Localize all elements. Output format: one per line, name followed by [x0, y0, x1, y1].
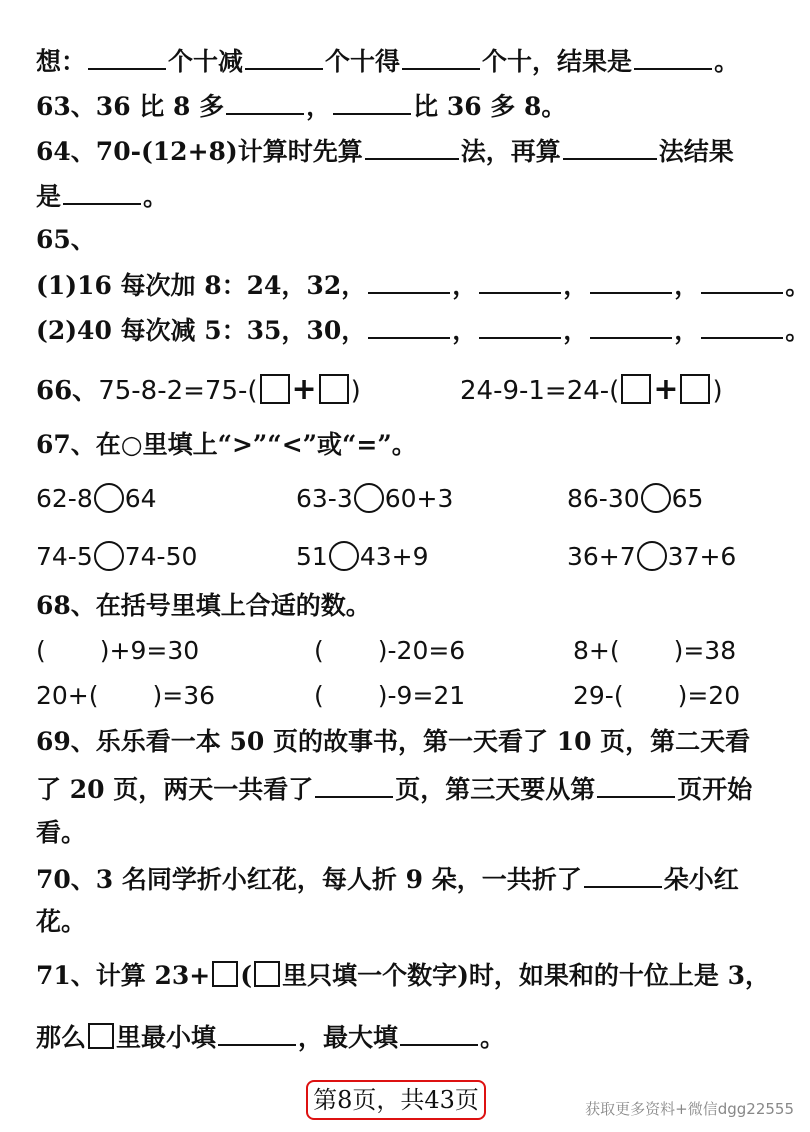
q62-end: 。: [714, 47, 740, 76]
q62-blank-4[interactable]: [634, 44, 712, 70]
q68-post: )=38: [673, 636, 737, 665]
compare-circle[interactable]: [354, 483, 384, 513]
q67-right: 37+6: [667, 542, 737, 571]
q69-blank-1[interactable]: [315, 772, 393, 798]
q66-close: ): [350, 376, 361, 406]
page-number-badge: 第8页，共43页: [306, 1080, 486, 1120]
q62-prefix: 想：: [36, 47, 87, 76]
watermark: 获取更多资料+微信dgg22555: [585, 1100, 794, 1118]
q68-item: [314, 680, 465, 712]
q67-item: [296, 541, 428, 573]
q71-box[interactable]: [212, 961, 238, 987]
q66-left-box-1[interactable]: [260, 374, 290, 404]
q68-item: [573, 635, 736, 667]
q71-text-d: 那么: [36, 1023, 87, 1052]
q65-row1-blank-1[interactable]: [368, 268, 450, 294]
q68-pre: 20+(: [36, 681, 99, 710]
q62-seg2: 个十得: [325, 47, 401, 76]
q71-text-a: 71、计算 23+: [36, 961, 211, 990]
q65-row-1: [36, 268, 810, 302]
q67-item: [296, 483, 453, 515]
q65-sep: ，: [452, 271, 478, 300]
q68-pre: (: [314, 636, 324, 665]
q62-seg3: 个十，结果是: [482, 47, 633, 76]
q70-blank[interactable]: [584, 862, 662, 888]
q69-line-3: 看。: [36, 818, 87, 847]
q63-blank-2[interactable]: [333, 89, 411, 115]
q68-pre: 29-(: [573, 681, 624, 710]
q71-text-c: 里只填一个数字)时，如果和的十位上是 3，: [282, 961, 771, 990]
q67-right: 74-50: [124, 542, 198, 571]
q65-row1-blank-4[interactable]: [701, 268, 783, 294]
q68-pre: (: [36, 636, 46, 665]
q71-line-2: [36, 1020, 505, 1054]
q71-blank-max[interactable]: [400, 1020, 478, 1046]
q67-left: 51: [296, 542, 328, 571]
q64-blank-1[interactable]: [365, 134, 459, 160]
q71-text-b: (: [240, 961, 253, 990]
q71-text-e: 里最小填: [116, 1023, 217, 1052]
q62-blank-2[interactable]: [245, 44, 323, 70]
q68-item: [36, 635, 199, 667]
compare-circle[interactable]: [94, 541, 124, 571]
q63-number: 63、: [36, 92, 96, 121]
compare-circle[interactable]: [637, 541, 667, 571]
q64-blank-2[interactable]: [563, 134, 657, 160]
q68-pre: 8+(: [573, 636, 620, 665]
q65-row1-blank-3[interactable]: [590, 268, 672, 294]
q67-item: [36, 541, 197, 573]
q63-text-a: 36 比 8 多: [95, 92, 225, 121]
q65-row2-blank-3[interactable]: [590, 313, 672, 339]
q63-text-b: ，: [306, 92, 332, 121]
q68-pre: (: [314, 681, 324, 710]
q67-title: 67、在○里填上“>”“<”或“=”。: [36, 430, 417, 459]
q64-line-1: [36, 134, 734, 168]
q70-line-2: 花。: [36, 907, 87, 936]
q70-text-a: 70、3 名同学折小红花，每人折 9 朵，一共折了: [36, 865, 582, 894]
q65-row2-blank-1[interactable]: [368, 313, 450, 339]
q67-item: [36, 483, 157, 515]
q65-sep: ，: [563, 316, 589, 345]
q66-line: [36, 374, 361, 407]
q68-post: )-20=6: [377, 636, 466, 665]
q62-line: [36, 44, 739, 78]
q67-right: 65: [671, 484, 704, 513]
q66-number: 66、: [36, 376, 99, 406]
q66-right: [460, 374, 723, 407]
compare-circle[interactable]: [94, 483, 124, 513]
q65-title: [36, 224, 96, 256]
q68-title: 68、在括号里填上合适的数。: [36, 591, 371, 620]
q64-text-d: 是: [36, 182, 62, 211]
q68-post: )-9=21: [377, 681, 466, 710]
q67-right: 60+3: [384, 484, 454, 513]
q69-line-2: [36, 772, 752, 806]
q71-box[interactable]: [88, 1023, 114, 1049]
q64-blank-3[interactable]: [63, 179, 141, 205]
q67-left: 74-5: [36, 542, 93, 571]
q71-line-1: [36, 960, 770, 992]
q69-line-1: 69、乐乐看一本 50 页的故事书，第一天看了 10 页，第二天看: [36, 727, 751, 756]
q66-left-expr: 75-8-2=75-(: [98, 376, 258, 406]
q68-post: )=20: [677, 681, 741, 710]
q69-blank-2[interactable]: [597, 772, 675, 798]
q67-left: 63-3: [296, 484, 353, 513]
q63-line: [36, 89, 566, 123]
q66-left-box-2[interactable]: [319, 374, 349, 404]
q65-end: 。: [785, 316, 810, 345]
q62-blank-1[interactable]: [88, 44, 166, 70]
q65-number: 65、: [36, 225, 96, 254]
q68-item: [36, 680, 215, 712]
q65-sep: ，: [674, 271, 700, 300]
q64-text-e: 。: [143, 182, 169, 211]
q64-text-a: 70-(12+8)计算时先算: [95, 137, 363, 166]
q69-text-c: 页开始: [677, 775, 753, 804]
q65-row-2: [36, 313, 810, 347]
q67-left: 86-30: [567, 484, 640, 513]
q71-box[interactable]: [254, 961, 280, 987]
q63-blank-1[interactable]: [226, 89, 304, 115]
q63-text-c: 比 36 多 8。: [413, 92, 567, 121]
q65-sep: ，: [563, 271, 589, 300]
compare-circle[interactable]: [329, 541, 359, 571]
q66-plus: +: [653, 372, 679, 407]
q67-right: 43+9: [359, 542, 429, 571]
q64-text-b: 法，再算: [460, 137, 561, 166]
q65-row1-blank-2[interactable]: [479, 268, 561, 294]
q67-left: 62-8: [36, 484, 93, 513]
q64-text-c: 法结果: [658, 137, 734, 166]
q66-right-box-2[interactable]: [680, 374, 710, 404]
q66-right-box-1[interactable]: [621, 374, 651, 404]
q66-plus: +: [291, 372, 317, 407]
q67-left: 36+7: [567, 542, 636, 571]
q65-row1-label: (1)16 每次加 8：24，32，: [36, 271, 367, 300]
q65-row2-label: (2)40 每次减 5：35，30，: [36, 316, 367, 345]
q67-right: 64: [124, 484, 157, 513]
q62-blank-3[interactable]: [402, 44, 480, 70]
q70-text-b: 朵小红: [663, 865, 739, 894]
q68-post: )+9=30: [99, 636, 200, 665]
q68-item: [314, 635, 465, 667]
q67-item: [567, 483, 703, 515]
q68-post: )=36: [152, 681, 216, 710]
q65-row2-blank-2[interactable]: [479, 313, 561, 339]
compare-circle[interactable]: [641, 483, 671, 513]
q65-end: 。: [785, 271, 810, 300]
q65-sep: ，: [452, 316, 478, 345]
q69-text-b: 页，第三天要从第: [395, 775, 596, 804]
q70-line-1: [36, 862, 739, 896]
q65-row2-blank-4[interactable]: [701, 313, 783, 339]
q66-right-expr: 24-9-1=24-(: [460, 376, 620, 406]
q69-text-a: 了 20 页，两天一共看了: [36, 775, 314, 804]
q65-sep: ，: [674, 316, 700, 345]
q68-item: [573, 680, 740, 712]
q71-blank-min[interactable]: [218, 1020, 296, 1046]
q71-text-f: ，最大填: [298, 1023, 399, 1052]
q66-close: ): [712, 376, 723, 406]
q64-number: 64、: [36, 137, 96, 166]
q71-text-g: 。: [480, 1023, 506, 1052]
q67-item: [567, 541, 736, 573]
q64-line-2: [36, 179, 168, 213]
q62-seg1: 个十减: [168, 47, 244, 76]
